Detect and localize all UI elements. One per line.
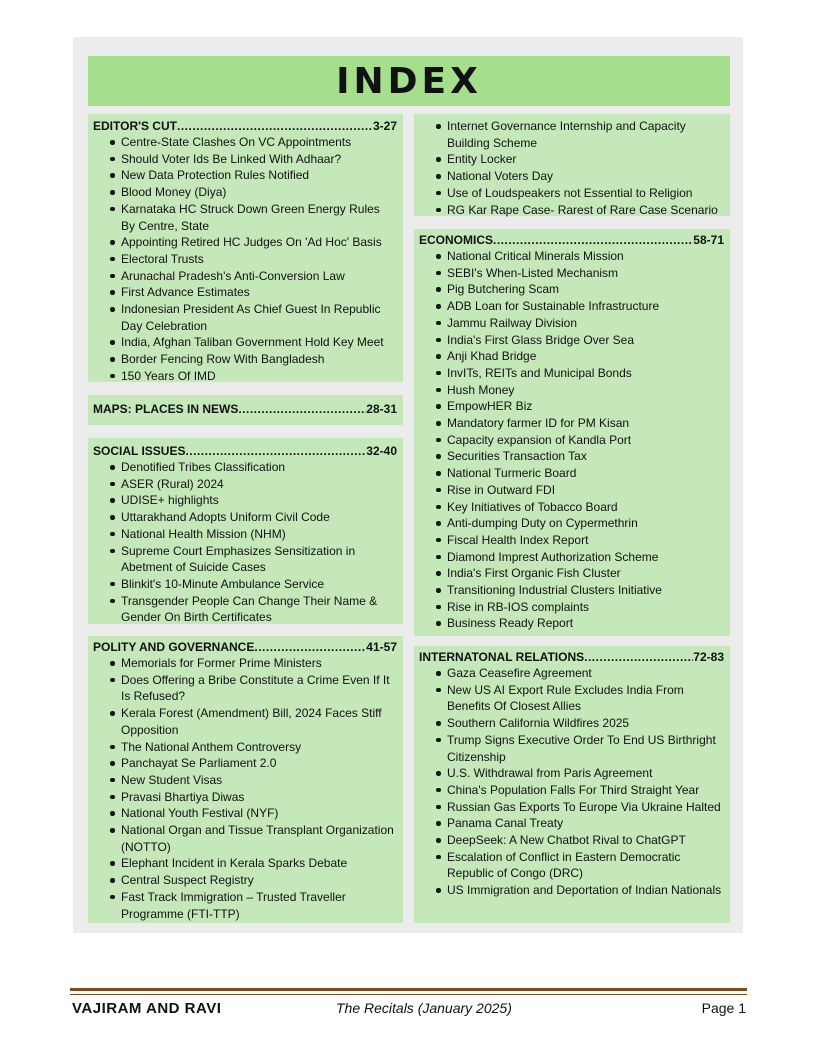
list-item[interactable]: Hush Money	[419, 382, 724, 399]
footer-divider-thin	[70, 994, 747, 995]
list-item[interactable]: Entity Locker	[419, 151, 724, 168]
list-item[interactable]: Appointing Retired HC Judges On 'Ad Hoc' Basis	[93, 234, 397, 251]
list-item[interactable]: Rise in Outward FDI	[419, 482, 724, 499]
list-item[interactable]: National Health Mission (NHM)	[93, 526, 397, 543]
section-maps	[88, 395, 403, 425]
list-item[interactable]: Transgender People Can Change Their Name & Gender On Birth Certificates	[93, 593, 397, 626]
list-item[interactable]: National Voters Day	[419, 168, 724, 185]
section-pages: 28-31	[366, 402, 397, 416]
section-heading-text: ECONOMICS	[419, 233, 494, 247]
section-continued	[414, 114, 730, 216]
list-item[interactable]: Fast Track Immigration – Trusted Traveller Programme (FTI-TTP)	[93, 889, 397, 922]
page-number: Page 1	[701, 1000, 746, 1016]
list-item[interactable]: Business Ready Report	[419, 615, 724, 632]
page-footer	[72, 998, 746, 1018]
section-heading[interactable]	[419, 649, 724, 665]
list-item[interactable]: National Critical Minerals Mission	[419, 248, 724, 265]
list-item[interactable]: UDISE+ highlights	[93, 492, 397, 509]
list-item[interactable]: Border Fencing Row With Bangladesh	[93, 351, 397, 368]
section-pages: 32-40	[366, 444, 397, 458]
section-heading[interactable]	[93, 443, 397, 459]
list-item[interactable]: Uttarakhand Adopts Uniform Civil Code	[93, 509, 397, 526]
list-item[interactable]: Rise in RB-IOS complaints	[419, 599, 724, 616]
section-heading-text: EDITOR'S CUT	[93, 119, 177, 133]
list-item[interactable]: National Turmeric Board	[419, 465, 724, 482]
publisher-name: VAJIRAM AND RAVI	[72, 999, 222, 1017]
list-item[interactable]: Memorials for Former Prime Ministers	[93, 655, 397, 672]
list-item[interactable]: 150 Years Of IMD	[93, 368, 397, 385]
list-item[interactable]: Arunachal Pradesh's Anti-Conversion Law	[93, 268, 397, 285]
list-item[interactable]: Russian Gas Exports To Europe Via Ukraine Halted	[419, 799, 724, 816]
list-item[interactable]: Karnataka HC Struck Down Green Energy Rules By Centre, State	[93, 201, 397, 234]
list-item[interactable]: Anti-dumping Duty on Cypermethrin	[419, 515, 724, 532]
section-heading-text: MAPS: PLACES IN NEWS	[93, 402, 239, 416]
section-heading-text: INTERNATONAL RELATIONS	[419, 650, 585, 664]
list-item[interactable]: National Youth Festival (NYF)	[93, 805, 397, 822]
list-item[interactable]: New Data Protection Rules Notified	[93, 167, 397, 184]
list-item[interactable]: Kerala Forest (Amendment) Bill, 2024 Faces Stiff Opposition	[93, 705, 397, 738]
section-editors-cut	[88, 114, 403, 382]
list-item[interactable]: Diamond Imprest Authorization Scheme	[419, 549, 724, 566]
list-item[interactable]: Central Suspect Registry	[93, 872, 397, 889]
list-item[interactable]: ASER (Rural) 2024	[93, 476, 397, 493]
list-item[interactable]: India, Afghan Taliban Government Hold Key Meet	[93, 334, 397, 351]
list-item[interactable]: China's Population Falls For Third Straight Year	[419, 782, 724, 799]
list-item[interactable]: SEBI's When-Listed Mechanism	[419, 265, 724, 282]
list-item[interactable]: Blood Money (Diya)	[93, 184, 397, 201]
section-heading[interactable]	[93, 401, 397, 417]
leader-dots	[493, 232, 693, 248]
list-item[interactable]: Fiscal Health Index Report	[419, 532, 724, 549]
list-item[interactable]: U.S. Withdrawal from Paris Agreement	[419, 765, 724, 782]
list-item[interactable]: Elephant Incident in Kerala Sparks Debate	[93, 855, 397, 872]
list-item[interactable]: Mandatory farmer ID for PM Kisan	[419, 415, 724, 432]
list-item[interactable]: Should Voter Ids Be Linked With Adhaar?	[93, 151, 397, 168]
list-item[interactable]: Transitioning Industrial Clusters Initiative	[419, 582, 724, 599]
index-title-band	[88, 56, 730, 106]
list-item[interactable]: The National Anthem Controversy	[93, 739, 397, 756]
list-item[interactable]: Electoral Trusts	[93, 251, 397, 268]
section-pages: 72-83	[693, 650, 724, 664]
section-pages: 58-71	[693, 233, 724, 247]
list-item[interactable]: National Organ and Tissue Transplant Organization (NOTTO)	[93, 822, 397, 855]
list-item[interactable]: First Advance Estimates	[93, 284, 397, 301]
leader-dots	[185, 443, 366, 459]
section-heading[interactable]	[93, 118, 397, 134]
leader-dots	[238, 401, 366, 417]
list-item[interactable]: Key Initiatives of Tobacco Board	[419, 499, 724, 516]
list-item[interactable]: EmpowHER Biz	[419, 398, 724, 415]
list-item[interactable]: New Student Visas	[93, 772, 397, 789]
list-item[interactable]: New US AI Export Rule Excludes India From Benefits Of Closest Allies	[419, 682, 724, 715]
section-polity-governance	[88, 636, 403, 923]
list-item[interactable]: India's First Organic Fish Cluster	[419, 565, 724, 582]
list-item[interactable]: US Immigration and Deportation of Indian Nationals	[419, 882, 724, 899]
list-item[interactable]: DeepSeek: A New Chatbot Rival to ChatGPT	[419, 832, 724, 849]
section-social-issues	[88, 438, 403, 624]
section-heading-text: POLITY AND GOVERNANCE	[93, 640, 255, 654]
publication-title: The Recitals (January 2025)	[336, 1000, 512, 1016]
list-item[interactable]: Denotified Tribes Classification	[93, 459, 397, 476]
section-pages: 3-27	[372, 119, 397, 133]
list-item[interactable]: Blinkit's 10-Minute Ambulance Service	[93, 576, 397, 593]
section-heading[interactable]	[419, 232, 724, 248]
list-item[interactable]: Escalation of Conflict in Eastern Democratic Republic of Congo (DRC)	[419, 849, 724, 882]
leader-dots	[177, 118, 373, 134]
section-economics	[414, 229, 730, 636]
list-item[interactable]: InvITs, REITs and Municipal Bonds	[419, 365, 724, 382]
footer-divider	[70, 988, 747, 991]
list-item[interactable]: Southern California Wildfires 2025	[419, 715, 724, 732]
leader-dots	[584, 649, 693, 665]
list-item[interactable]: Capacity expansion of Kandla Port	[419, 432, 724, 449]
list-item[interactable]: Securities Transaction Tax	[419, 448, 724, 465]
section-pages: 41-57	[366, 640, 397, 654]
list-item[interactable]: Panama Canal Treaty	[419, 815, 724, 832]
section-international-relations	[414, 646, 730, 923]
index-title: INDEX	[336, 60, 482, 102]
list-item[interactable]: Supreme Court Emphasizes Sensitization in Abetment of Suicide Cases	[93, 543, 397, 576]
section-heading-text: SOCIAL ISSUES	[93, 444, 186, 458]
section-heading[interactable]	[93, 639, 397, 655]
list-item[interactable]: Jammu Railway Division	[419, 315, 724, 332]
list-item[interactable]: Panchayat Se Parliament 2.0	[93, 755, 397, 772]
list-item[interactable]: Indonesian President As Chief Guest In Republic Day Celebration	[93, 301, 397, 334]
list-item[interactable]: Internet Governance Internship and Capacity Building Scheme	[419, 118, 724, 151]
list-item[interactable]: RG Kar Rape Case- Rarest of Rare Case Scenario	[419, 202, 724, 219]
list-item[interactable]: ADB Loan for Sustainable Infrastructure	[419, 298, 724, 315]
list-item[interactable]: Pravasi Bhartiya Diwas	[93, 789, 397, 806]
list-item[interactable]: Trump Signs Executive Order To End US Birthright Citizenship	[419, 732, 724, 765]
list-item[interactable]: India's First Glass Bridge Over Sea	[419, 332, 724, 349]
list-item[interactable]: Pig Butchering Scam	[419, 281, 724, 298]
list-item[interactable]: Gaza Ceasefire Agreement	[419, 665, 724, 682]
leader-dots	[254, 639, 366, 655]
list-item[interactable]: Use of Loudspeakers not Essential to Religion	[419, 185, 724, 202]
list-item[interactable]: Centre-State Clashes On VC Appointments	[93, 134, 397, 151]
list-item[interactable]: Anji Khad Bridge	[419, 348, 724, 365]
list-item[interactable]: Does Offering a Bribe Constitute a Crime Even If It Is Refused?	[93, 672, 397, 705]
